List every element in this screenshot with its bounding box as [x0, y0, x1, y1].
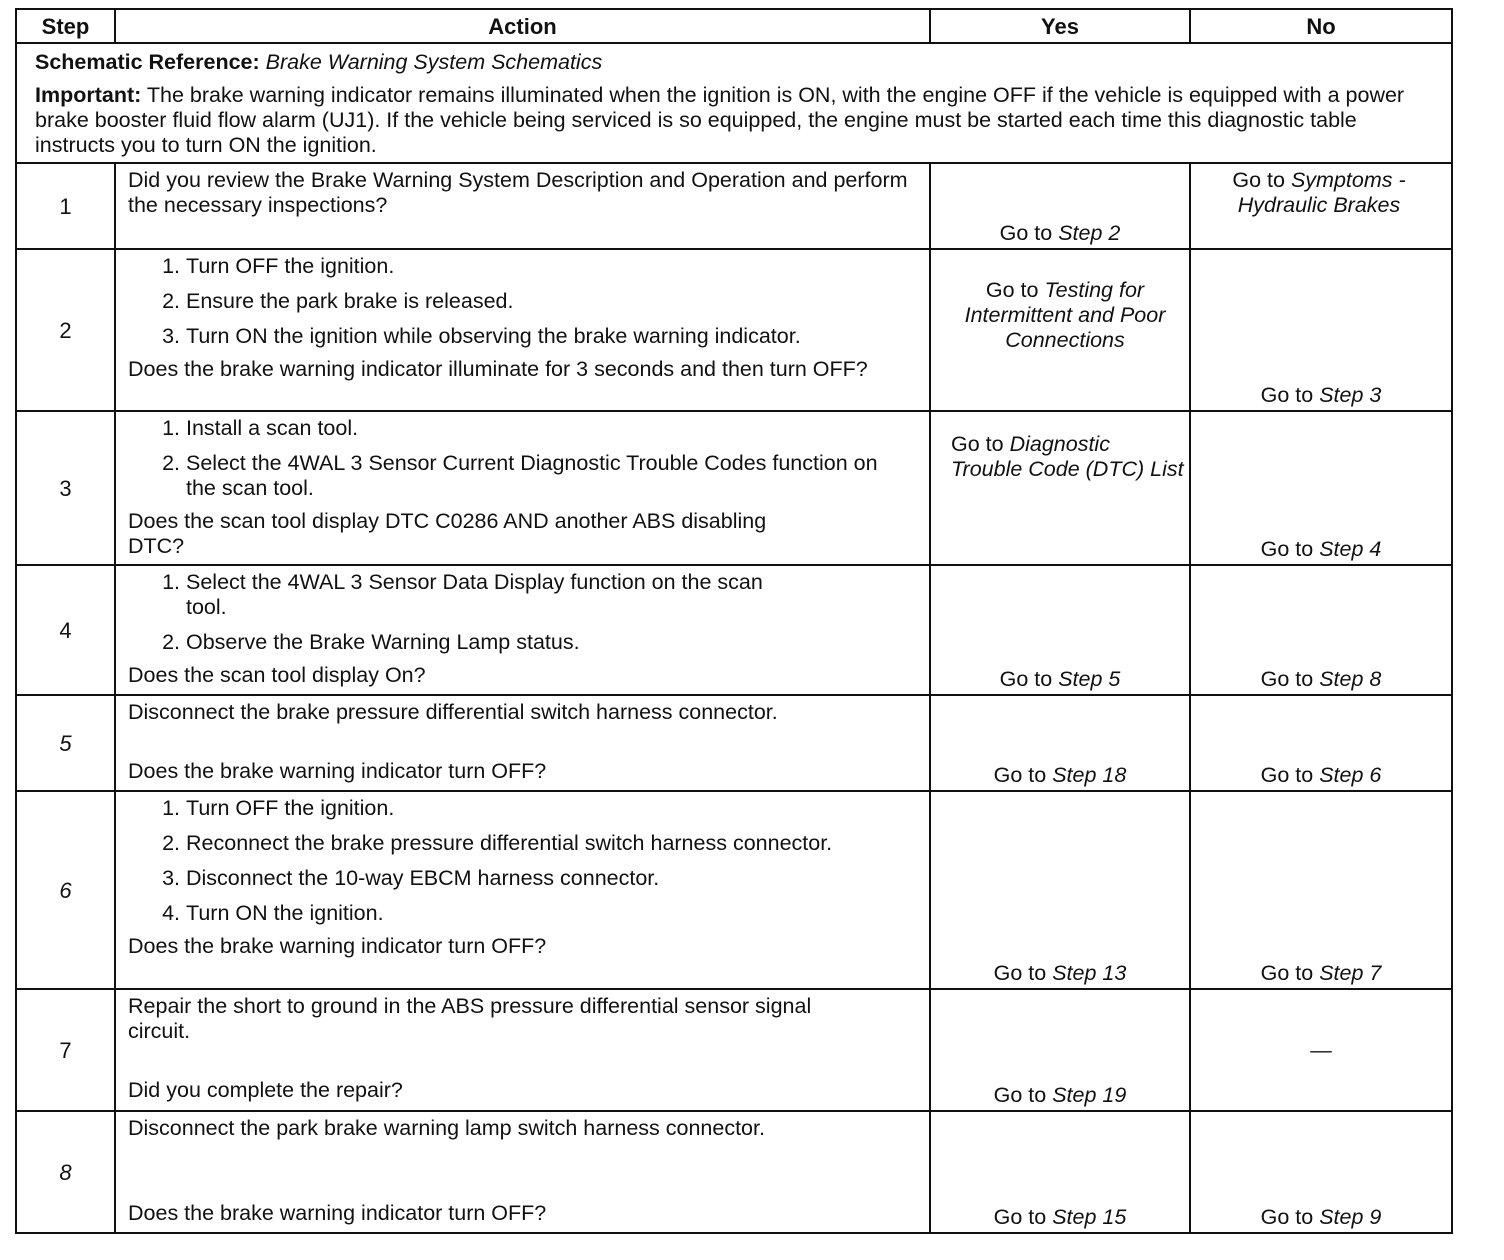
yes-result: Go to Step 18 [993, 763, 1127, 787]
question: Does the brake warning indicator turn OFF? [128, 934, 547, 958]
header-row [16, 9, 1452, 43]
list-item: 2. Observe the Brake Warning Lamp status. [186, 630, 809, 655]
yes-cell [930, 695, 1190, 791]
no-result: Go to Step 7 [1260, 961, 1382, 985]
yes-cell [930, 791, 1190, 989]
important-text: The brake warning indicator remains illuminated when the ignition is ON, with the engine OFF if the vehicle is equipped with a power brake booster fluid flow alarm (UJ1). If the vehicle being serviced is so equipped, the engine must be started each time this diagnostic table instructs you to turn ON the ignition. [35, 83, 1405, 157]
question: Does the scan tool display DTC C0286 AND another ABS disabling DTC? [128, 509, 767, 558]
yes-cell [930, 565, 1190, 695]
diagnostic-table [15, 8, 1453, 1234]
table-row [16, 163, 1452, 249]
no-cell [1190, 989, 1452, 1111]
step-number: 5 [16, 695, 115, 791]
step-number: 3 [16, 411, 115, 565]
action-cell [115, 695, 930, 791]
no-result: Go to Step 4 [1260, 537, 1382, 561]
list-item: 1. Turn OFF the ignition. [186, 796, 839, 821]
yes-cell [930, 411, 1190, 565]
question: Does the scan tool display On? [128, 663, 426, 687]
step-number: 8 [16, 1111, 115, 1233]
no-cell [1190, 411, 1452, 565]
header-no: No [1190, 9, 1452, 43]
important-label: Important: [35, 83, 142, 107]
no-result: Go to Step 3 [1260, 383, 1382, 407]
list-item: 1. Install a scan tool. [186, 416, 919, 441]
no-result: Go to Step 8 [1260, 667, 1382, 691]
step-list [128, 254, 919, 349]
important-note [35, 83, 1433, 158]
table-row [16, 1111, 1452, 1233]
yes-cell [930, 249, 1190, 411]
no-cell [1190, 249, 1452, 411]
list-item: 2. Select the 4WAL 3 Sensor Current Diagnostic Trouble Codes function on the scan tool. [186, 451, 919, 501]
action-cell [115, 163, 930, 249]
action-cell [115, 249, 930, 411]
yes-result: Go to Testing for Intermittent and Poor Connections [964, 278, 1166, 352]
no-result: Go to Step 9 [1260, 1205, 1382, 1229]
table-row [16, 695, 1452, 791]
no-cell [1190, 791, 1452, 989]
no-result: Go to Symptoms - Hydraulic Brakes [1232, 168, 1406, 217]
question: Does the brake warning indicator turn OFF? [128, 759, 547, 783]
list-item: 3. Disconnect the 10-way EBCM harness connector. [186, 866, 839, 891]
action-cell [115, 411, 930, 565]
question: Does the brake warning indicator turn OFF? [128, 1201, 547, 1225]
step-number: 2 [16, 249, 115, 411]
header-yes: Yes [930, 9, 1190, 43]
intro-row [16, 43, 1452, 163]
question: Does the brake warning indicator illuminate for 3 seconds and then turn OFF? [128, 357, 868, 381]
yes-cell [930, 1111, 1190, 1233]
step-number: 1 [16, 163, 115, 249]
step-number: 4 [16, 565, 115, 695]
no-cell [1190, 565, 1452, 695]
yes-cell [930, 989, 1190, 1111]
list-item: 2. Reconnect the brake pressure differential switch harness connector. [186, 831, 839, 856]
list-item: 1. Select the 4WAL 3 Sensor Data Display function on the scan tool. [186, 570, 809, 620]
action-text: Disconnect the brake pressure differential switch harness connector. [128, 700, 778, 724]
step-number: 6 [16, 791, 115, 989]
schematic-ref-link: Brake Warning System Schematics [265, 50, 603, 74]
yes-result: Go to Step 5 [999, 667, 1121, 691]
no-result: Go to Step 6 [1260, 763, 1382, 787]
intro-cell [16, 43, 1452, 163]
list-item: 4. Turn ON the ignition. [186, 901, 839, 926]
no-cell [1190, 163, 1452, 249]
no-cell [1190, 695, 1452, 791]
action-text: Disconnect the park brake warning lamp switch harness connector. [128, 1116, 765, 1140]
table-row [16, 565, 1452, 695]
action-cell [115, 989, 930, 1111]
schematic-label: Schematic Reference: [35, 50, 260, 74]
yes-result: Go to Diagnostic Trouble Code (DTC) List [951, 432, 1184, 481]
no-result-dash: — [1310, 1037, 1332, 1062]
action-cell [115, 791, 930, 989]
yes-result: Go to Step 15 [993, 1205, 1127, 1229]
yes-result: Go to Step 19 [993, 1083, 1127, 1107]
list-item: 3. Turn ON the ignition while observing the brake warning indicator. [186, 324, 919, 349]
action-cell [115, 565, 930, 695]
table-row [16, 249, 1452, 411]
action-text: Repair the short to ground in the ABS pressure differential sensor signal circuit. [128, 994, 812, 1043]
question: Did you complete the repair? [128, 1078, 403, 1102]
yes-result: Go to Step 13 [993, 961, 1127, 985]
yes-result: Go to Step 2 [999, 221, 1121, 245]
list-item: 1. Turn OFF the ignition. [186, 254, 919, 279]
no-cell [1190, 1111, 1452, 1233]
step-list [128, 570, 919, 655]
step-list [128, 416, 919, 501]
yes-cell [930, 163, 1190, 249]
header-step: Step [16, 9, 115, 43]
action-cell [115, 1111, 930, 1233]
question: Did you review the Brake Warning System Description and Operation and perform the necessary inspections? [128, 168, 908, 217]
step-list [128, 796, 919, 926]
table-row [16, 791, 1452, 989]
schematic-reference [35, 50, 1433, 75]
step-number: 7 [16, 989, 115, 1111]
table-row [16, 411, 1452, 565]
header-action: Action [115, 9, 930, 43]
list-item: 2. Ensure the park brake is released. [186, 289, 919, 314]
table-row [16, 989, 1452, 1111]
